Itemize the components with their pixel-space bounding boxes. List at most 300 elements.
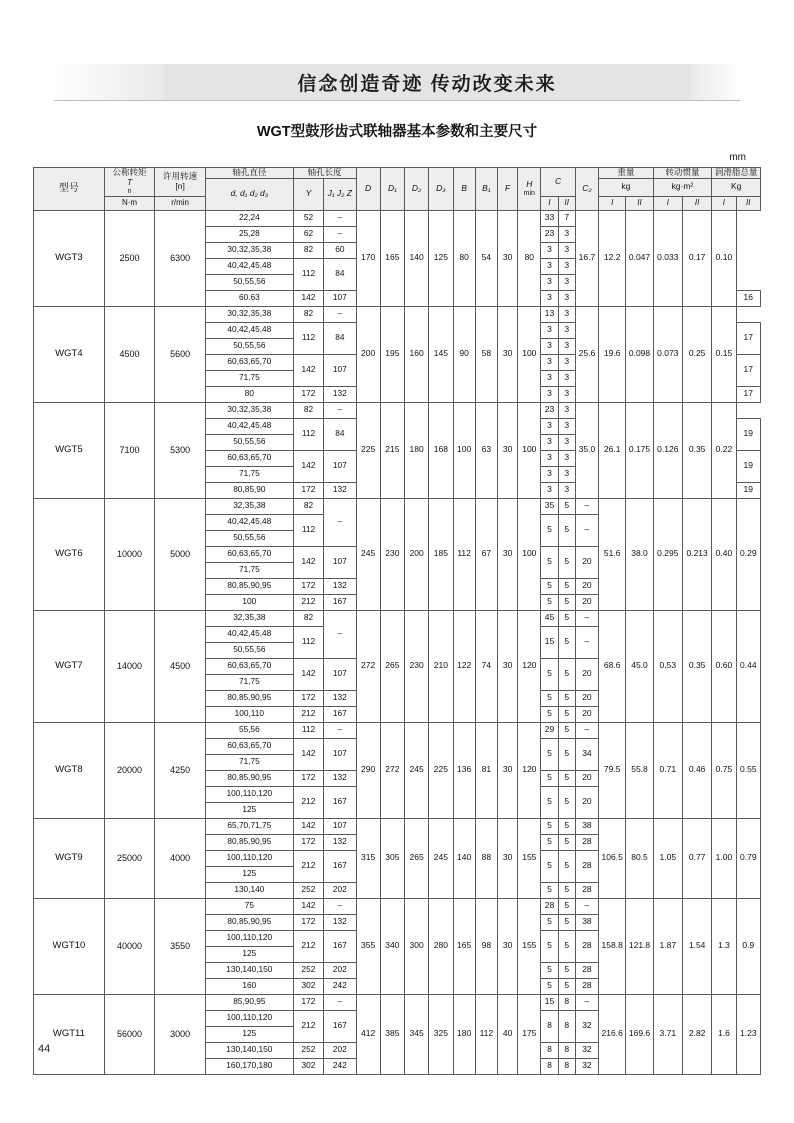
th-H-l1: H — [526, 178, 533, 189]
cell-C2: 20 — [575, 690, 598, 706]
th-lube: 润滑脂总量 — [712, 168, 761, 179]
cell-bore-diameter: 130,140,150 — [205, 962, 293, 978]
cell-torque: 7100 — [104, 402, 155, 498]
th-speed — [155, 168, 206, 197]
cell-bore-diameter: 55,56 — [205, 722, 293, 738]
cell-D2: 180 — [405, 402, 429, 498]
cell-torque: 10000 — [104, 498, 155, 610]
cell-D2: 265 — [405, 818, 429, 898]
cell-B1: 98 — [475, 898, 497, 994]
cell-C-I: 5 — [541, 690, 558, 706]
cell-D3: 210 — [429, 610, 453, 722]
cell-bore-diameter: 100 — [205, 594, 293, 610]
cell-C2: 28 — [575, 834, 598, 850]
cell-bore-diameter: 125 — [205, 802, 293, 818]
cell-bore-length-Y: 172 — [293, 482, 323, 498]
cell-lube-I: 0.75 — [712, 722, 736, 818]
cell-C-II: 5 — [558, 962, 575, 978]
cell-bore-length-Y: 302 — [293, 1058, 323, 1074]
cell-speed: 4500 — [155, 610, 206, 722]
cell-C2: 20 — [575, 578, 598, 594]
cell-C-II: 3 — [558, 226, 575, 242]
table-row — [34, 306, 761, 322]
cell-bore-diameter: 71,75 — [205, 562, 293, 578]
cell-bore-length-Y: 142 — [293, 546, 323, 578]
cell-C-I: 3 — [541, 322, 558, 338]
cell-bore-length-Y: 142 — [293, 818, 323, 834]
cell-C-I: 13 — [541, 306, 558, 322]
th-bore-dia-symbols: d, d₁ d₂ d₃ — [205, 178, 293, 210]
cell-weight-I: 79.5 — [599, 722, 626, 818]
cell-C-II: 3 — [558, 466, 575, 482]
cell-bore-length-Y: 252 — [293, 1042, 323, 1058]
cell-lube-I: 0.25 — [682, 306, 711, 402]
cell-torque: 56000 — [104, 994, 155, 1074]
cell-bore-diameter: 160 — [205, 978, 293, 994]
cell-H: 80 — [518, 210, 541, 306]
cell-C-II: 3 — [558, 242, 575, 258]
th-weight-unit: kg — [599, 178, 654, 196]
cell-D2: 160 — [405, 306, 429, 402]
cell-D1: 215 — [380, 402, 404, 498]
cell-F: 30 — [497, 898, 517, 994]
cell-F: 30 — [497, 722, 517, 818]
cell-D2: 200 — [405, 498, 429, 610]
cell-bore-length-Y: 82 — [293, 498, 323, 514]
cell-C-II: 3 — [558, 322, 575, 338]
cell-C-II: 3 — [558, 418, 575, 434]
cell-C2: 17 — [736, 354, 760, 386]
cell-inertia-I: 0.098 — [626, 306, 653, 402]
cell-inertia-I: 0.53 — [653, 610, 682, 722]
cell-bore-diameter: 30,32,35,38 — [205, 306, 293, 322]
cell-bore-length-Y: 172 — [293, 578, 323, 594]
th-B1: B₁ — [475, 168, 497, 211]
cell-weight-II: 121.8 — [626, 898, 653, 994]
cell-lube-I: 0.60 — [712, 610, 736, 722]
cell-B1: 112 — [475, 994, 497, 1074]
cell-D1: 195 — [380, 306, 404, 402]
th-D3: D₃ — [429, 168, 453, 211]
cell-F: 30 — [497, 498, 517, 610]
cell-bore-diameter: 40,42,45,48 — [205, 418, 293, 434]
cell-B: 80 — [453, 210, 475, 306]
cell-B1: 74 — [475, 610, 497, 722]
cell-D1: 165 — [380, 210, 404, 306]
cell-torque: 25000 — [104, 818, 155, 898]
table-row — [34, 498, 761, 514]
cell-D: 170 — [356, 210, 380, 306]
cell-bore-length-J: 107 — [324, 658, 356, 690]
cell-bore-length-J: – — [324, 994, 356, 1010]
cell-bore-length-Y: 172 — [293, 834, 323, 850]
cell-B: 140 — [453, 818, 475, 898]
cell-C2: 20 — [575, 770, 598, 786]
cell-C-II: 3 — [558, 402, 575, 418]
cell-bore-length-Y: 112 — [293, 514, 323, 546]
cell-bore-length-Y: 252 — [293, 882, 323, 898]
cell-D2: 245 — [405, 722, 429, 818]
cell-bore-diameter: 30,32,35,38 — [205, 242, 293, 258]
cell-D: 290 — [356, 722, 380, 818]
th-inertia: 转动惯量 — [653, 168, 712, 179]
cell-bore-length-J: 84 — [324, 418, 356, 450]
cell-torque: 14000 — [104, 610, 155, 722]
cell-torque: 2500 — [104, 210, 155, 306]
cell-C-II: 5 — [558, 578, 575, 594]
cell-inertia-I: 0.71 — [653, 722, 682, 818]
cell-weight-I: 158.8 — [599, 898, 626, 994]
cell-bore-length-J: 107 — [324, 818, 356, 834]
cell-C-II: 3 — [558, 386, 575, 402]
cell-H: 100 — [518, 306, 541, 402]
cell-model: WGT9 — [34, 818, 105, 898]
cell-C-I: 3 — [541, 258, 558, 274]
cell-bore-length-Y: 172 — [293, 914, 323, 930]
table-row — [34, 210, 761, 226]
cell-C2: 20 — [575, 658, 598, 690]
cell-bore-length-Y: 112 — [293, 722, 323, 738]
cell-C-II: 5 — [558, 818, 575, 834]
cell-C-II: 5 — [558, 706, 575, 722]
cell-inertia-I: 0.047 — [626, 210, 653, 306]
cell-C2: 19 — [736, 418, 760, 450]
cell-model: WGT3 — [34, 210, 105, 306]
cell-bore-diameter: 100,110 — [205, 706, 293, 722]
cell-bore-length-J: – — [324, 306, 356, 322]
cell-C-II: 5 — [558, 498, 575, 514]
cell-bore-length-J: 107 — [324, 450, 356, 482]
cell-C2: 20 — [575, 706, 598, 722]
th-bore-len: 轴孔长度 — [293, 168, 356, 179]
th-weight-II: II — [626, 196, 653, 210]
cell-C-II: 5 — [558, 546, 575, 578]
cell-bore-diameter: 60,63,65,70 — [205, 546, 293, 562]
cell-C-I: 23 — [541, 226, 558, 242]
cell-speed: 5600 — [155, 306, 206, 402]
cell-D3: 225 — [429, 722, 453, 818]
th-torque-l1: 公称转矩 — [112, 167, 147, 177]
cell-bore-diameter: 65,70,71,75 — [205, 818, 293, 834]
cell-C-I: 5 — [541, 594, 558, 610]
cell-bore-diameter: 60,63,65,70 — [205, 450, 293, 466]
cell-bore-length-J: 60 — [324, 242, 356, 258]
cell-bore-length-J: – — [324, 210, 356, 226]
cell-C-II: 3 — [558, 354, 575, 370]
cell-B: 165 — [453, 898, 475, 994]
cell-D1: 265 — [380, 610, 404, 722]
cell-bore-diameter: 85,90,95 — [205, 994, 293, 1010]
cell-bore-diameter: 80,85,90,95 — [205, 770, 293, 786]
cell-C-I: 5 — [541, 914, 558, 930]
cell-bore-length-Y: 142 — [293, 658, 323, 690]
cell-D: 200 — [356, 306, 380, 402]
cell-C-II: 5 — [558, 770, 575, 786]
banner-underline — [54, 100, 740, 101]
cell-C-I: 3 — [541, 338, 558, 354]
cell-bore-diameter: 50,55,56 — [205, 338, 293, 354]
banner-text: 信念创造奇迹 传动改变未来 — [164, 64, 690, 100]
th-bore-len-Y: Y — [293, 178, 323, 210]
cell-B1: 54 — [475, 210, 497, 306]
cell-bore-length-J: 132 — [324, 482, 356, 498]
cell-bore-diameter: 100,110,120 — [205, 850, 293, 866]
cell-bore-diameter: 130,140,150 — [205, 1042, 293, 1058]
cell-inertia-I: 0.295 — [653, 498, 682, 610]
spec-table-area — [33, 167, 761, 1075]
cell-weight-II: 19.6 — [599, 306, 626, 402]
cell-inertia-II: 2.82 — [682, 994, 711, 1074]
cell-C-II: 3 — [558, 258, 575, 274]
cell-C-I: 3 — [541, 434, 558, 450]
cell-weight-I: 25.6 — [575, 306, 598, 402]
cell-C-I: 5 — [541, 850, 558, 882]
cell-C-I: 45 — [541, 610, 558, 626]
cell-D1: 305 — [380, 818, 404, 898]
cell-D: 272 — [356, 610, 380, 722]
cell-bore-length-J: 107 — [324, 738, 356, 770]
cell-lube-II: 0.22 — [712, 402, 736, 498]
cell-bore-diameter: 40,42,45,48 — [205, 514, 293, 530]
cell-bore-length-J: – — [324, 610, 356, 658]
cell-bore-length-Y: 82 — [293, 242, 323, 258]
th-H — [518, 168, 541, 211]
cell-bore-diameter: 40,42,45,48 — [205, 626, 293, 642]
th-inertia-II: II — [682, 196, 711, 210]
cell-bore-length-J: 84 — [324, 322, 356, 354]
cell-bore-diameter: 60,63,65,70 — [205, 658, 293, 674]
cell-speed: 5000 — [155, 498, 206, 610]
cell-bore-diameter: 71,75 — [205, 674, 293, 690]
th-bore-len-J: J₁ J₂ Z — [324, 178, 356, 210]
cell-F: 30 — [497, 402, 517, 498]
cell-speed: 3000 — [155, 994, 206, 1074]
cell-lube-I: 0.40 — [712, 498, 736, 610]
cell-C2: – — [575, 722, 598, 738]
cell-bore-diameter: 80,85,90,95 — [205, 914, 293, 930]
cell-bore-diameter: 100,110,120 — [205, 1010, 293, 1026]
cell-bore-length-J: – — [324, 402, 356, 418]
cell-bore-length-J: 132 — [324, 690, 356, 706]
cell-D3: 185 — [429, 498, 453, 610]
cell-bore-diameter: 80,85,90,95 — [205, 690, 293, 706]
cell-inertia-I: 1.87 — [653, 898, 682, 994]
cell-bore-length-J: 132 — [324, 386, 356, 402]
cell-D1: 230 — [380, 498, 404, 610]
cell-bore-diameter: 40,42,45,48 — [205, 322, 293, 338]
cell-bore-diameter: 60.63 — [205, 290, 293, 306]
cell-B1: 88 — [475, 818, 497, 898]
cell-weight-II: 55.8 — [626, 722, 653, 818]
cell-bore-diameter: 80 — [205, 386, 293, 402]
cell-C-II: 3 — [558, 338, 575, 354]
cell-lube-I: 0.17 — [682, 210, 711, 306]
cell-C-I: 28 — [541, 898, 558, 914]
cell-model: WGT7 — [34, 610, 105, 722]
cell-C-I: 3 — [541, 386, 558, 402]
cell-bore-length-Y: 252 — [293, 962, 323, 978]
page-title: WGT型鼓形齿式联轴器基本参数和主要尺寸 — [256, 124, 538, 140]
cell-bore-diameter: 25,28 — [205, 226, 293, 242]
cell-B: 136 — [453, 722, 475, 818]
cell-F: 30 — [497, 818, 517, 898]
page-number: 44 — [38, 1043, 51, 1055]
cell-bore-length-J: 242 — [324, 1058, 356, 1074]
cell-C-II: 3 — [558, 290, 575, 306]
cell-bore-length-J: 107 — [324, 290, 356, 306]
cell-C-II: 5 — [558, 882, 575, 898]
cell-bore-diameter: 71,75 — [205, 754, 293, 770]
cell-bore-length-Y: 82 — [293, 306, 323, 322]
cell-C-I: 8 — [541, 1010, 558, 1042]
cell-F: 40 — [497, 994, 517, 1074]
cell-lube-II: 0.15 — [712, 306, 736, 402]
cell-bore-length-J: 167 — [324, 1010, 356, 1042]
cell-bore-length-Y: 302 — [293, 978, 323, 994]
cell-bore-diameter: 50,55,56 — [205, 642, 293, 658]
cell-inertia-I: 3.71 — [653, 994, 682, 1074]
cell-C-I: 3 — [541, 466, 558, 482]
th-C2: C₂ — [575, 168, 598, 211]
cell-lube-I: 1.00 — [712, 818, 736, 898]
th-torque-symbol: T — [126, 176, 133, 187]
cell-bore-length-J: 202 — [324, 1042, 356, 1058]
cell-inertia-I: 1.05 — [653, 818, 682, 898]
cell-bore-length-J: 107 — [324, 546, 356, 578]
cell-C-II: 8 — [558, 1058, 575, 1074]
cell-C2: 16 — [736, 290, 760, 306]
cell-weight-I: 16.7 — [575, 210, 598, 306]
cell-bore-length-Y: 62 — [293, 226, 323, 242]
cell-C-I: 5 — [541, 930, 558, 962]
cell-C-II: 3 — [558, 482, 575, 498]
cell-D: 315 — [356, 818, 380, 898]
cell-bore-diameter: 50,55,56 — [205, 530, 293, 546]
cell-bore-length-Y: 82 — [293, 610, 323, 626]
cell-bore-length-Y: 172 — [293, 770, 323, 786]
th-speed-unit: r/min — [155, 196, 206, 210]
cell-bore-length-Y: 212 — [293, 850, 323, 882]
cell-bore-diameter: 100,110,120 — [205, 786, 293, 802]
cell-bore-diameter: 60,63,65,70 — [205, 354, 293, 370]
cell-C2: 28 — [575, 882, 598, 898]
cell-speed: 4250 — [155, 722, 206, 818]
cell-model: WGT5 — [34, 402, 105, 498]
cell-C-II: 5 — [558, 626, 575, 658]
th-B: B — [453, 168, 475, 211]
cell-inertia-II: 0.033 — [653, 210, 682, 306]
cell-bore-length-J: 132 — [324, 834, 356, 850]
cell-bore-length-Y: 212 — [293, 594, 323, 610]
cell-bore-length-J: – — [324, 498, 356, 546]
cell-C2: – — [575, 610, 598, 626]
cell-bore-diameter: 32,35,38 — [205, 610, 293, 626]
cell-B1: 67 — [475, 498, 497, 610]
table-body — [34, 210, 761, 1074]
cell-lube-I: 1.3 — [712, 898, 736, 994]
cell-model: WGT8 — [34, 722, 105, 818]
cell-C-II: 5 — [558, 834, 575, 850]
cell-C-II: 5 — [558, 914, 575, 930]
cell-H: 155 — [518, 898, 541, 994]
cell-H: 100 — [518, 498, 541, 610]
cell-C-I: 3 — [541, 242, 558, 258]
cell-C-I: 35 — [541, 498, 558, 514]
cell-bore-length-J: 107 — [324, 354, 356, 386]
cell-C-II: 3 — [558, 306, 575, 322]
cell-D: 355 — [356, 898, 380, 994]
cell-bore-length-Y: 172 — [293, 690, 323, 706]
table-row — [34, 818, 761, 834]
cell-C-II: 5 — [558, 786, 575, 818]
cell-bore-length-J: 132 — [324, 578, 356, 594]
cell-C-I: 5 — [541, 978, 558, 994]
cell-C-II: 3 — [558, 370, 575, 386]
cell-C-II: 7 — [558, 210, 575, 226]
cell-C-II: 8 — [558, 1010, 575, 1042]
cell-C2: 34 — [575, 738, 598, 770]
cell-bore-diameter: 160,170,180 — [205, 1058, 293, 1074]
cell-D2: 230 — [405, 610, 429, 722]
cell-D3: 145 — [429, 306, 453, 402]
cell-bore-diameter: 125 — [205, 866, 293, 882]
cell-F: 30 — [497, 210, 517, 306]
table-header — [34, 168, 761, 211]
unit-label: mm — [729, 152, 746, 163]
cell-torque: 4500 — [104, 306, 155, 402]
cell-bore-diameter: 125 — [205, 946, 293, 962]
cell-bore-diameter: 50,55,56 — [205, 434, 293, 450]
cell-lube-I: 1.6 — [712, 994, 736, 1074]
th-H-l2: min — [523, 189, 535, 197]
th-inertia-unit: kg·m² — [653, 178, 712, 196]
cell-C-I: 3 — [541, 482, 558, 498]
cell-D1: 385 — [380, 994, 404, 1074]
cell-inertia-II: 0.46 — [682, 722, 711, 818]
cell-bore-length-J: 202 — [324, 962, 356, 978]
cell-model: WGT6 — [34, 498, 105, 610]
cell-C-I: 5 — [541, 578, 558, 594]
cell-model: WGT11 — [34, 994, 105, 1074]
cell-H: 100 — [518, 402, 541, 498]
cell-bore-length-Y: 172 — [293, 994, 323, 1010]
cell-D: 412 — [356, 994, 380, 1074]
cell-C2: 28 — [575, 962, 598, 978]
cell-weight-I: 51.6 — [599, 498, 626, 610]
cell-C-II: 8 — [558, 1042, 575, 1058]
cell-bore-length-J: – — [324, 722, 356, 738]
cell-speed: 4000 — [155, 818, 206, 898]
cell-lube-II: 0.55 — [736, 722, 760, 818]
cell-C2: – — [575, 898, 598, 914]
cell-B: 100 — [453, 402, 475, 498]
cell-bore-length-Y: 212 — [293, 930, 323, 962]
cell-H: 155 — [518, 818, 541, 898]
th-inertia-I: I — [653, 196, 682, 210]
th-C-II: II — [558, 196, 575, 210]
cell-C-I: 5 — [541, 546, 558, 578]
cell-D1: 272 — [380, 722, 404, 818]
cell-bore-diameter: 100,110,120 — [205, 930, 293, 946]
th-torque — [104, 168, 155, 197]
cell-torque: 40000 — [104, 898, 155, 994]
cell-bore-length-Y: 212 — [293, 786, 323, 818]
cell-C-I: 5 — [541, 882, 558, 898]
th-torque-unit: N·m — [104, 196, 155, 210]
th-weight: 重量 — [599, 168, 654, 179]
th-D: D — [356, 168, 380, 211]
cell-D3: 245 — [429, 818, 453, 898]
